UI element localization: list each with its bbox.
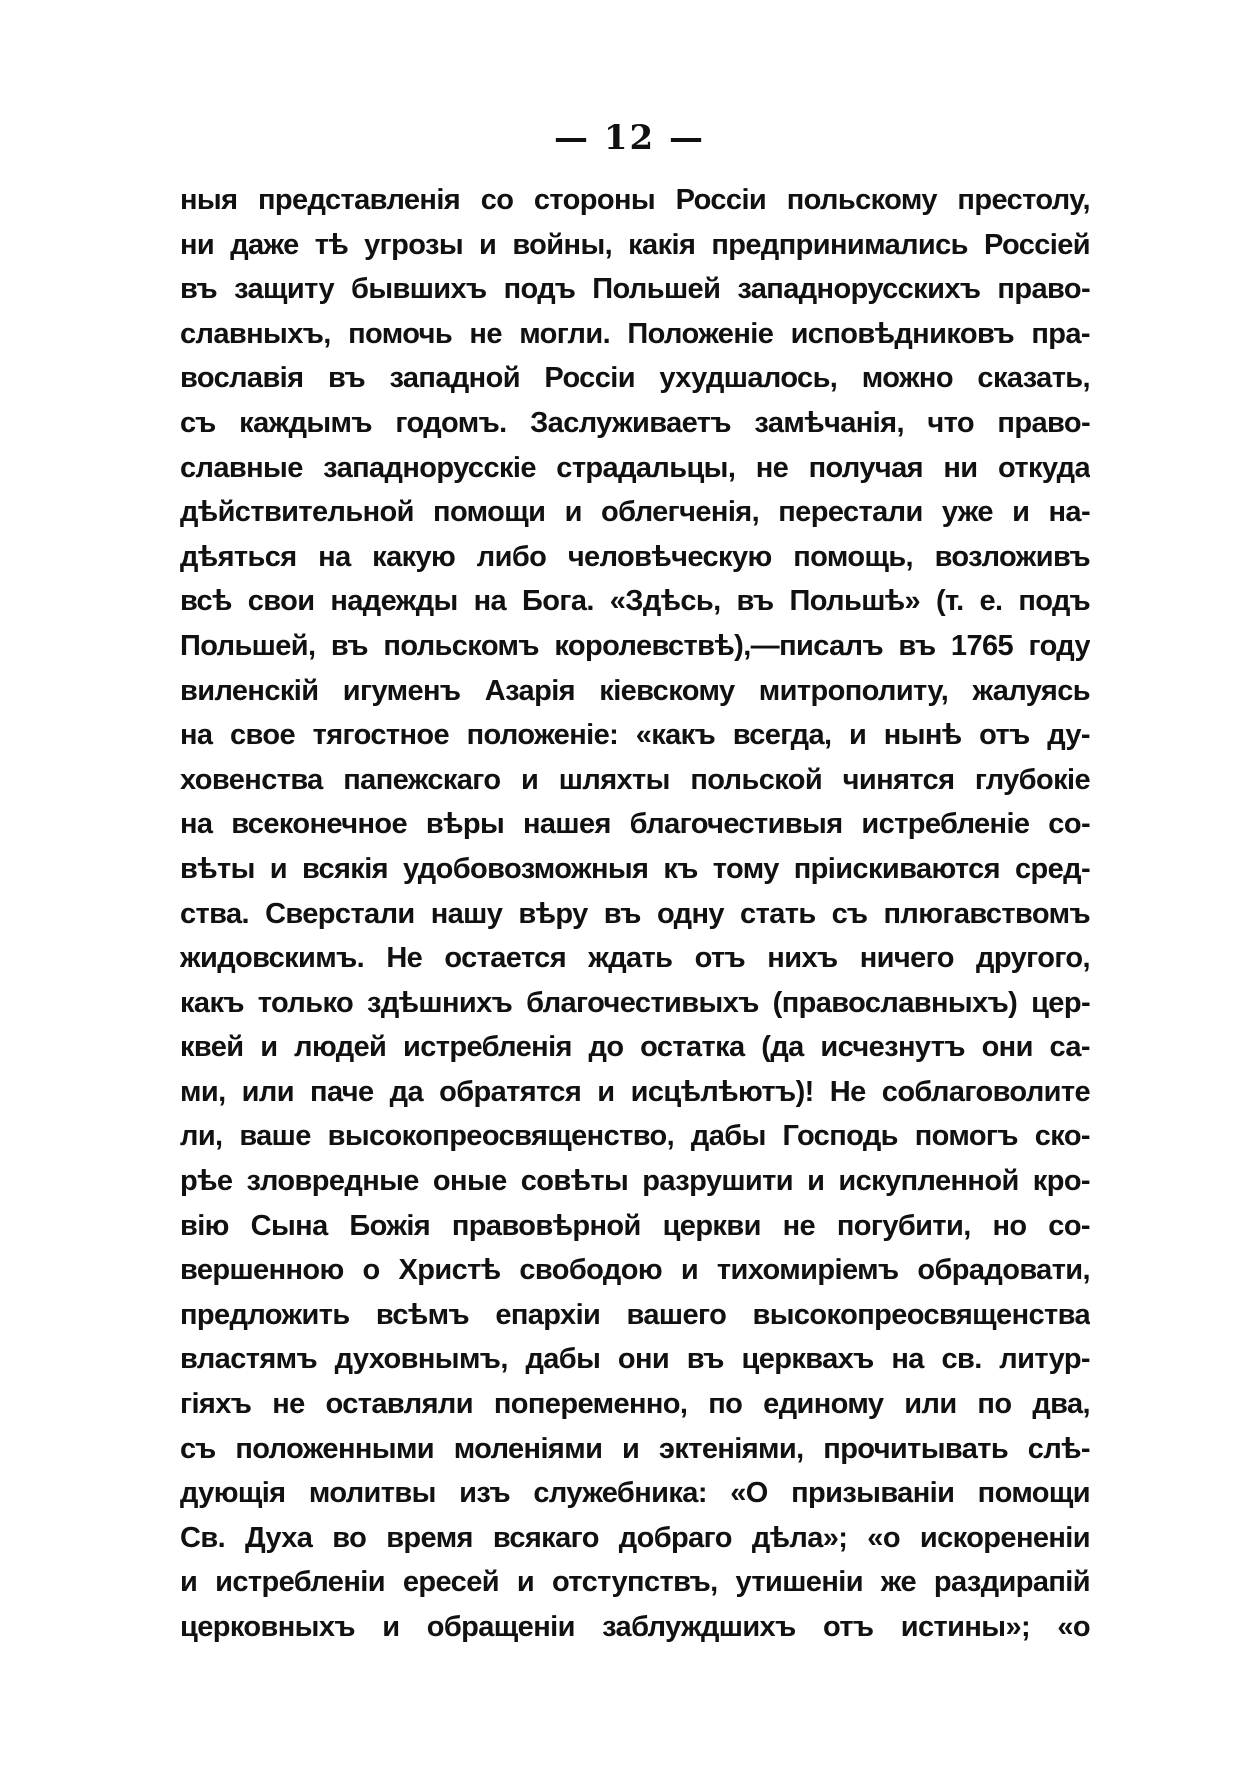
text-line: всѣ свои надежды на Бога. «Здѣсь, въ Польшѣ» (т. е. подъ bbox=[180, 585, 1090, 618]
text-line: ми, или паче да обратятся и исцѣлѣютъ)! Не соблаговолите bbox=[180, 1075, 1090, 1108]
text-line: предложить всѣмъ епархіи вашего высокопреосвященства bbox=[180, 1298, 1090, 1331]
text-line: вію Сына Божія правовѣрной церкви не погубити, но со- bbox=[180, 1209, 1090, 1242]
text-line: Польшей, въ польскомъ королевствѣ),—писалъ въ 1765 году bbox=[180, 629, 1090, 662]
text-line: и истребленіи ересей и отступствъ, утишеніи же раздирапій bbox=[180, 1566, 1090, 1599]
text-line: вершенною о Христѣ свободою и тихомиріемъ обрадовати, bbox=[180, 1254, 1090, 1287]
text-line: дующія молитвы изъ служебника: «О призываніи помощи bbox=[180, 1477, 1090, 1510]
text-line: вѣты и всякія удобовозможныя къ тому пріискиваются сред- bbox=[180, 852, 1090, 885]
text-line: церковныхъ и обращеніи заблуждшихъ отъ истины»; «о bbox=[180, 1611, 1090, 1643]
text-line: ныя представленія со стороны Россіи польскому престолу, bbox=[180, 184, 1090, 216]
text-line: славныхъ, помочь не могли. Положеніе исповѣдниковъ пра- bbox=[180, 317, 1090, 350]
text-line: ни даже тѣ угрозы и войны, какія предпринимались Россіей bbox=[180, 228, 1090, 261]
text-line: ховенства папежскаго и шляхты польской чинятся глубокіе bbox=[180, 763, 1090, 796]
text-line: жидовскимъ. Не остается ждать отъ нихъ ничего другого, bbox=[180, 942, 1090, 975]
text-line: квей и людей истребленія до остатка (да исчезнутъ они са- bbox=[180, 1031, 1090, 1064]
text-line: виленскій игуменъ Азарія кіевскому митрополиту, жалуясь bbox=[180, 674, 1090, 707]
text-line: рѣе зловредные оные совѣты разрушити и искупленной кро- bbox=[180, 1165, 1090, 1198]
text-line: на всеконечное вѣры нашея благочестивыя истребленіе со- bbox=[180, 808, 1090, 841]
text-line: на свое тягостное положеніе: «какъ всегда, и нынѣ отъ ду- bbox=[180, 719, 1090, 752]
text-line: дѣяться на какую либо человѣческую помощь, возложивъ bbox=[180, 540, 1090, 573]
text-line: вославія въ западной Россіи ухудшалось, можно сказать, bbox=[180, 362, 1090, 395]
page-number: — 12 — bbox=[554, 118, 705, 158]
text-line: властямъ духовнымъ, дабы они въ церквахъ на св. литур- bbox=[180, 1343, 1090, 1376]
text-line: съ положенными моленіями и эктеніями, прочитывать слѣ- bbox=[180, 1432, 1090, 1465]
text-line: гіяхъ не оставляли попеременно, по единому или по два, bbox=[180, 1388, 1090, 1421]
text-line: Св. Духа во время всякаго добраго дѣла»; «о искорененіи bbox=[180, 1521, 1090, 1554]
text-line: славные западнорусскіе страдальцы, не получая ни откуда bbox=[180, 451, 1090, 484]
text-line: ства. Сверстали нашу вѣру въ одну стать съ плюгавствомъ bbox=[180, 897, 1090, 930]
body-text bbox=[180, 178, 1090, 1650]
text-line: въ защиту бывшихъ подъ Польшей западнорусскихъ право- bbox=[180, 273, 1090, 306]
text-line: съ каждымъ годомъ. Заслуживаетъ замѣчанія, что право- bbox=[180, 406, 1090, 439]
text-line: ли, ваше высокопреосвященство, дабы Господь помогъ ско- bbox=[180, 1120, 1090, 1153]
text-line: какъ только здѣшнихъ благочестивыхъ (православныхъ) цер- bbox=[180, 986, 1090, 1019]
text-line: дѣйствительной помощи и облегченія, перестали уже и на- bbox=[180, 496, 1090, 529]
